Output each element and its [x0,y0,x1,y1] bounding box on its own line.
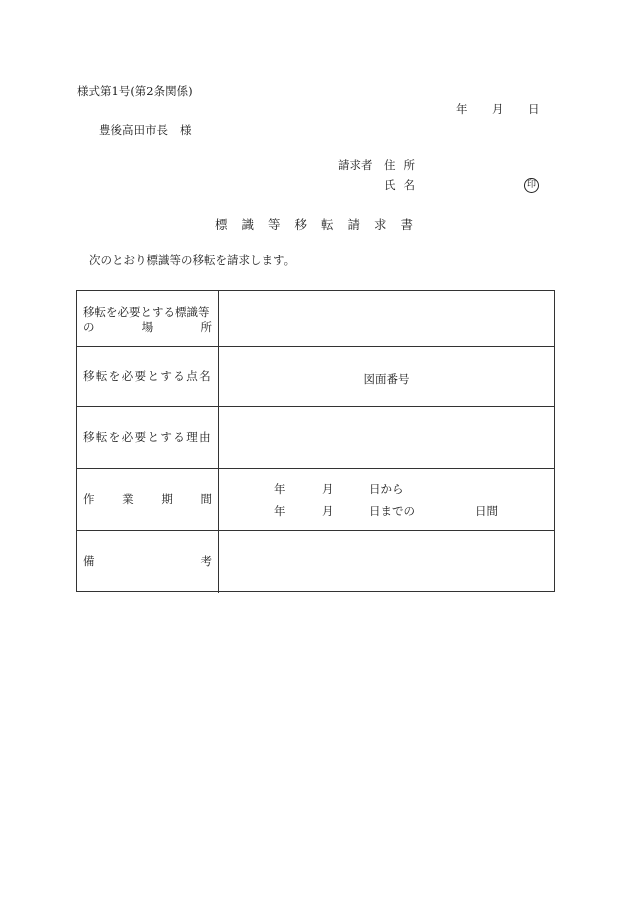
addressee [99,125,192,137]
remarks-label-cell [77,531,219,593]
point-label: 移転を必要とする点名 [83,369,212,383]
address-label: 住所 [384,158,423,172]
location-label-char: の [83,320,95,334]
location-label-char: 場 [141,320,154,334]
remarks-label [83,556,212,568]
row-period [77,469,554,531]
seal-mark: 印 [524,178,539,193]
row-remarks [77,531,554,593]
period-from-year: 年 [274,482,286,496]
location-label-line1: 移転を必要とする標識等 [83,305,210,319]
period-label-char: 期 [161,492,173,506]
remarks-label-char: 備 [83,554,95,568]
period-total-days: 日間 [475,504,498,518]
period-to-year: 年 [274,504,286,518]
location-label-line2 [83,322,212,334]
period-label-char: 業 [122,492,134,506]
intro-text: 次のとおり標識等の移転を請求します。 [89,253,296,267]
reason-value-cell[interactable] [219,407,554,468]
request-form-table [76,290,555,592]
period-label-char: 作 [83,492,95,506]
date-month: 月 [492,102,504,116]
period-to-day: 日までの [369,504,415,518]
form-number: 様式第1号(第2条関係) [77,84,193,98]
row-point [77,347,554,407]
addressee-name: 豊後高田市長 [99,123,168,137]
addressee-honorific: 様 [180,123,192,137]
location-label-cell [77,291,219,346]
remarks-value-cell[interactable] [219,531,554,593]
point-value-cell[interactable] [219,347,554,406]
period-from-month: 月 [322,482,334,496]
row-reason [77,407,554,469]
period-label-cell [77,469,219,530]
drawing-number-label: 図面番号 [363,372,410,386]
period-label-char: 間 [200,492,212,506]
date-day: 日 [528,102,540,116]
name-label: 氏名 [384,178,423,192]
date-year: 年 [456,102,468,116]
claimant-label: 請求者 [338,158,373,172]
point-label-cell [77,347,219,406]
period-from-day: 日から [369,482,404,496]
document-title: 標識等移転請求書 [214,217,427,232]
period-label [83,494,212,506]
location-value-cell[interactable] [219,291,554,346]
reason-label: 移転を必要とする理由 [83,430,212,444]
row-location [77,291,554,347]
period-value-cell[interactable] [219,469,554,530]
period-to-month: 月 [322,504,334,518]
remarks-label-char: 考 [200,554,212,568]
location-label-char: 所 [200,320,212,334]
reason-label-cell [77,407,219,468]
